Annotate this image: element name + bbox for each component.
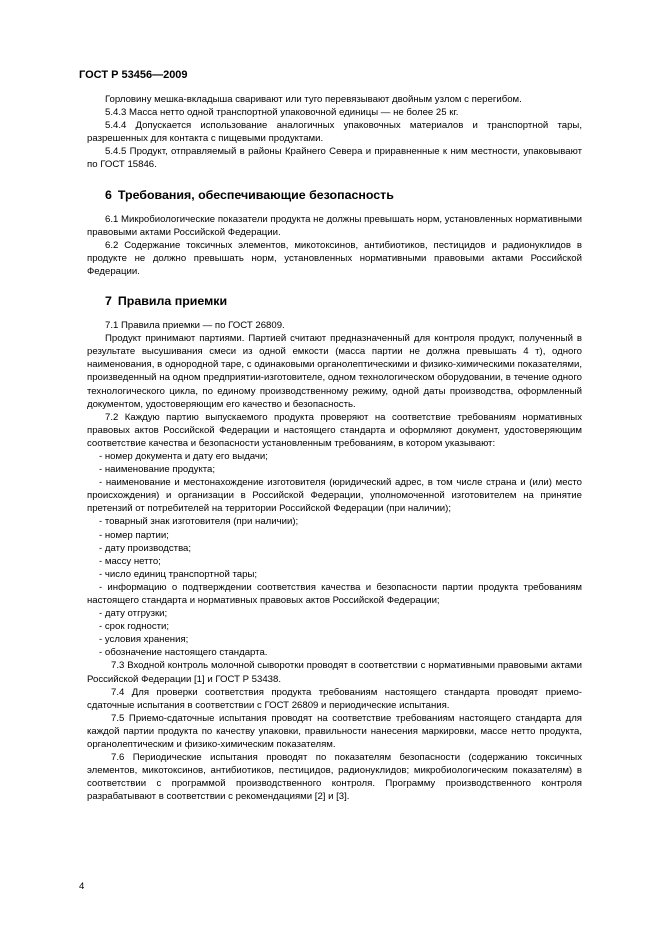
paragraph: 7.2 Каждую партию выпускаемого продукта проверяют на соответствие требованиям нормативных правовых актов Российской Федерации и настоящего стандарта и оформляют документ, удостоверяющим соответствие качества и безопасности установленным требованиям, в котором указывают: xyxy=(87,411,582,449)
paragraph: 6.1 Микробиологические показатели продукта не должны превышать норм, установленных нормативными правовыми актами Российской Федерации. xyxy=(87,213,582,238)
paragraph: 7.6 Периодические испытания проводят по показателям безопасности (содержанию токсичных элементов, микотоксинов, антибиотиков, пестицидов, радионуклидов; микробиологическим показателям) в соответствии с программой производственного контроля. Программу производственного контроля разрабатывают в соответствии с рекомендациями [2] и [3]. xyxy=(87,752,582,803)
paragraph: 5.4.4 Допускается использование аналогичных упаковочных материалов и транспортной тары, разрешенных для контакта с пищевыми продуктами. xyxy=(87,120,582,145)
section-heading xyxy=(87,187,582,203)
list-item: - дату производства; xyxy=(99,542,192,554)
paragraph: 7.3 Входной контроль молочной сыворотки проводят в соответствии с нормативными правовыми актами Российской Федерации [1] и ГОСТ Р 53438. xyxy=(87,660,582,685)
paragraph: 7.1 Правила приемки — по ГОСТ 26809. xyxy=(105,320,285,332)
list-item: - число единиц транспортной тары; xyxy=(99,568,258,580)
list-item: - обозначение настоящего стандарта. xyxy=(99,647,268,659)
list-item: - дату отгрузки; xyxy=(99,608,168,620)
section-number: 7 xyxy=(105,294,112,309)
list-item: - номер партии; xyxy=(99,529,169,541)
paragraph: 5.4.5 Продукт, отправляемый в районы Крайнего Севера и приравненные к ним местности, упаковывают по ГОСТ 15846. xyxy=(87,146,582,171)
paragraph: 5.4.3 Масса нетто одной транспортной упаковочной единицы — не более 25 кг. xyxy=(105,107,459,119)
list-item: - массу нетто; xyxy=(99,555,161,567)
document-header: ГОСТ Р 53456—2009 xyxy=(79,69,188,81)
list-item: - условия хранения; xyxy=(99,634,189,646)
list-item: - срок годности; xyxy=(99,621,170,633)
paragraph: Горловину мешка-вкладыша сваривают или туго перевязывают двойным узлом с перегибом. xyxy=(105,94,522,105)
paragraph: 7.5 Приемо-сдаточные испытания проводят на соответствие требованиям настоящего стандарта для каждой партии продукта по качеству упаковки, правильности нанесения маркировки, массе нетто продукта, органолептическим и физико-химическим показателям. xyxy=(87,712,582,751)
list-item: - информацию о подтверждении соответствия качества и безопасности партии продукта требованиям настоящего стандарта и нормативных правовых актов Российской Федерации; xyxy=(87,581,582,606)
document-body xyxy=(87,93,582,804)
section-title: Требования, обеспечивающие безопасность xyxy=(117,187,394,202)
page-number: 4 xyxy=(79,881,85,892)
section-title: Правила приемки xyxy=(117,294,228,309)
list-item: - наименование и местонахождение изготовителя (юридический адрес, в том числе страна и (или) место происхождения) и организации в Российской Федерации, уполномоченной изготовителем на принятие претензий от потребителей на территории Российской Федерации (при наличии); xyxy=(87,477,582,515)
list-item: - товарный знак изготовителя (при наличии); xyxy=(99,516,299,528)
section-number: 6 xyxy=(105,187,112,202)
list-item: - номер документа и дату его выдачи; xyxy=(99,450,268,462)
section-heading xyxy=(87,293,582,309)
paragraph: 6.2 Содержание токсичных элементов, микотоксинов, антибиотиков, пестицидов и радионуклидов в продукте не должно превышать норм, установленных нормативными правовыми актами Российской Федерации. xyxy=(87,239,582,277)
paragraph: 7.4 Для проверки соответствия продукта требованиям настоящего стандарта проводят приемо-сдаточные испытания в соответствии с ГОСТ 26809 и периодические испытания. xyxy=(87,686,582,711)
paragraph: Продукт принимают партиями. Партией считают предназначенный для контроля продукт, полученный в результате высушивания смеси из одной емкости (масса партии не должна превышать 4 т), одного наименования, в однородной таре, с одинаковыми органолептическими и физико-химическими показателями, произведенный на одном предприятии-изготовителе, одном технологическом оборудовании, в течение одного технологического цикла, по единому производственному режиму, одной даты производства, оформленный документом, удостоверяющим его качество и безопасность. xyxy=(87,333,582,410)
list-item: - наименование продукта; xyxy=(99,464,216,476)
